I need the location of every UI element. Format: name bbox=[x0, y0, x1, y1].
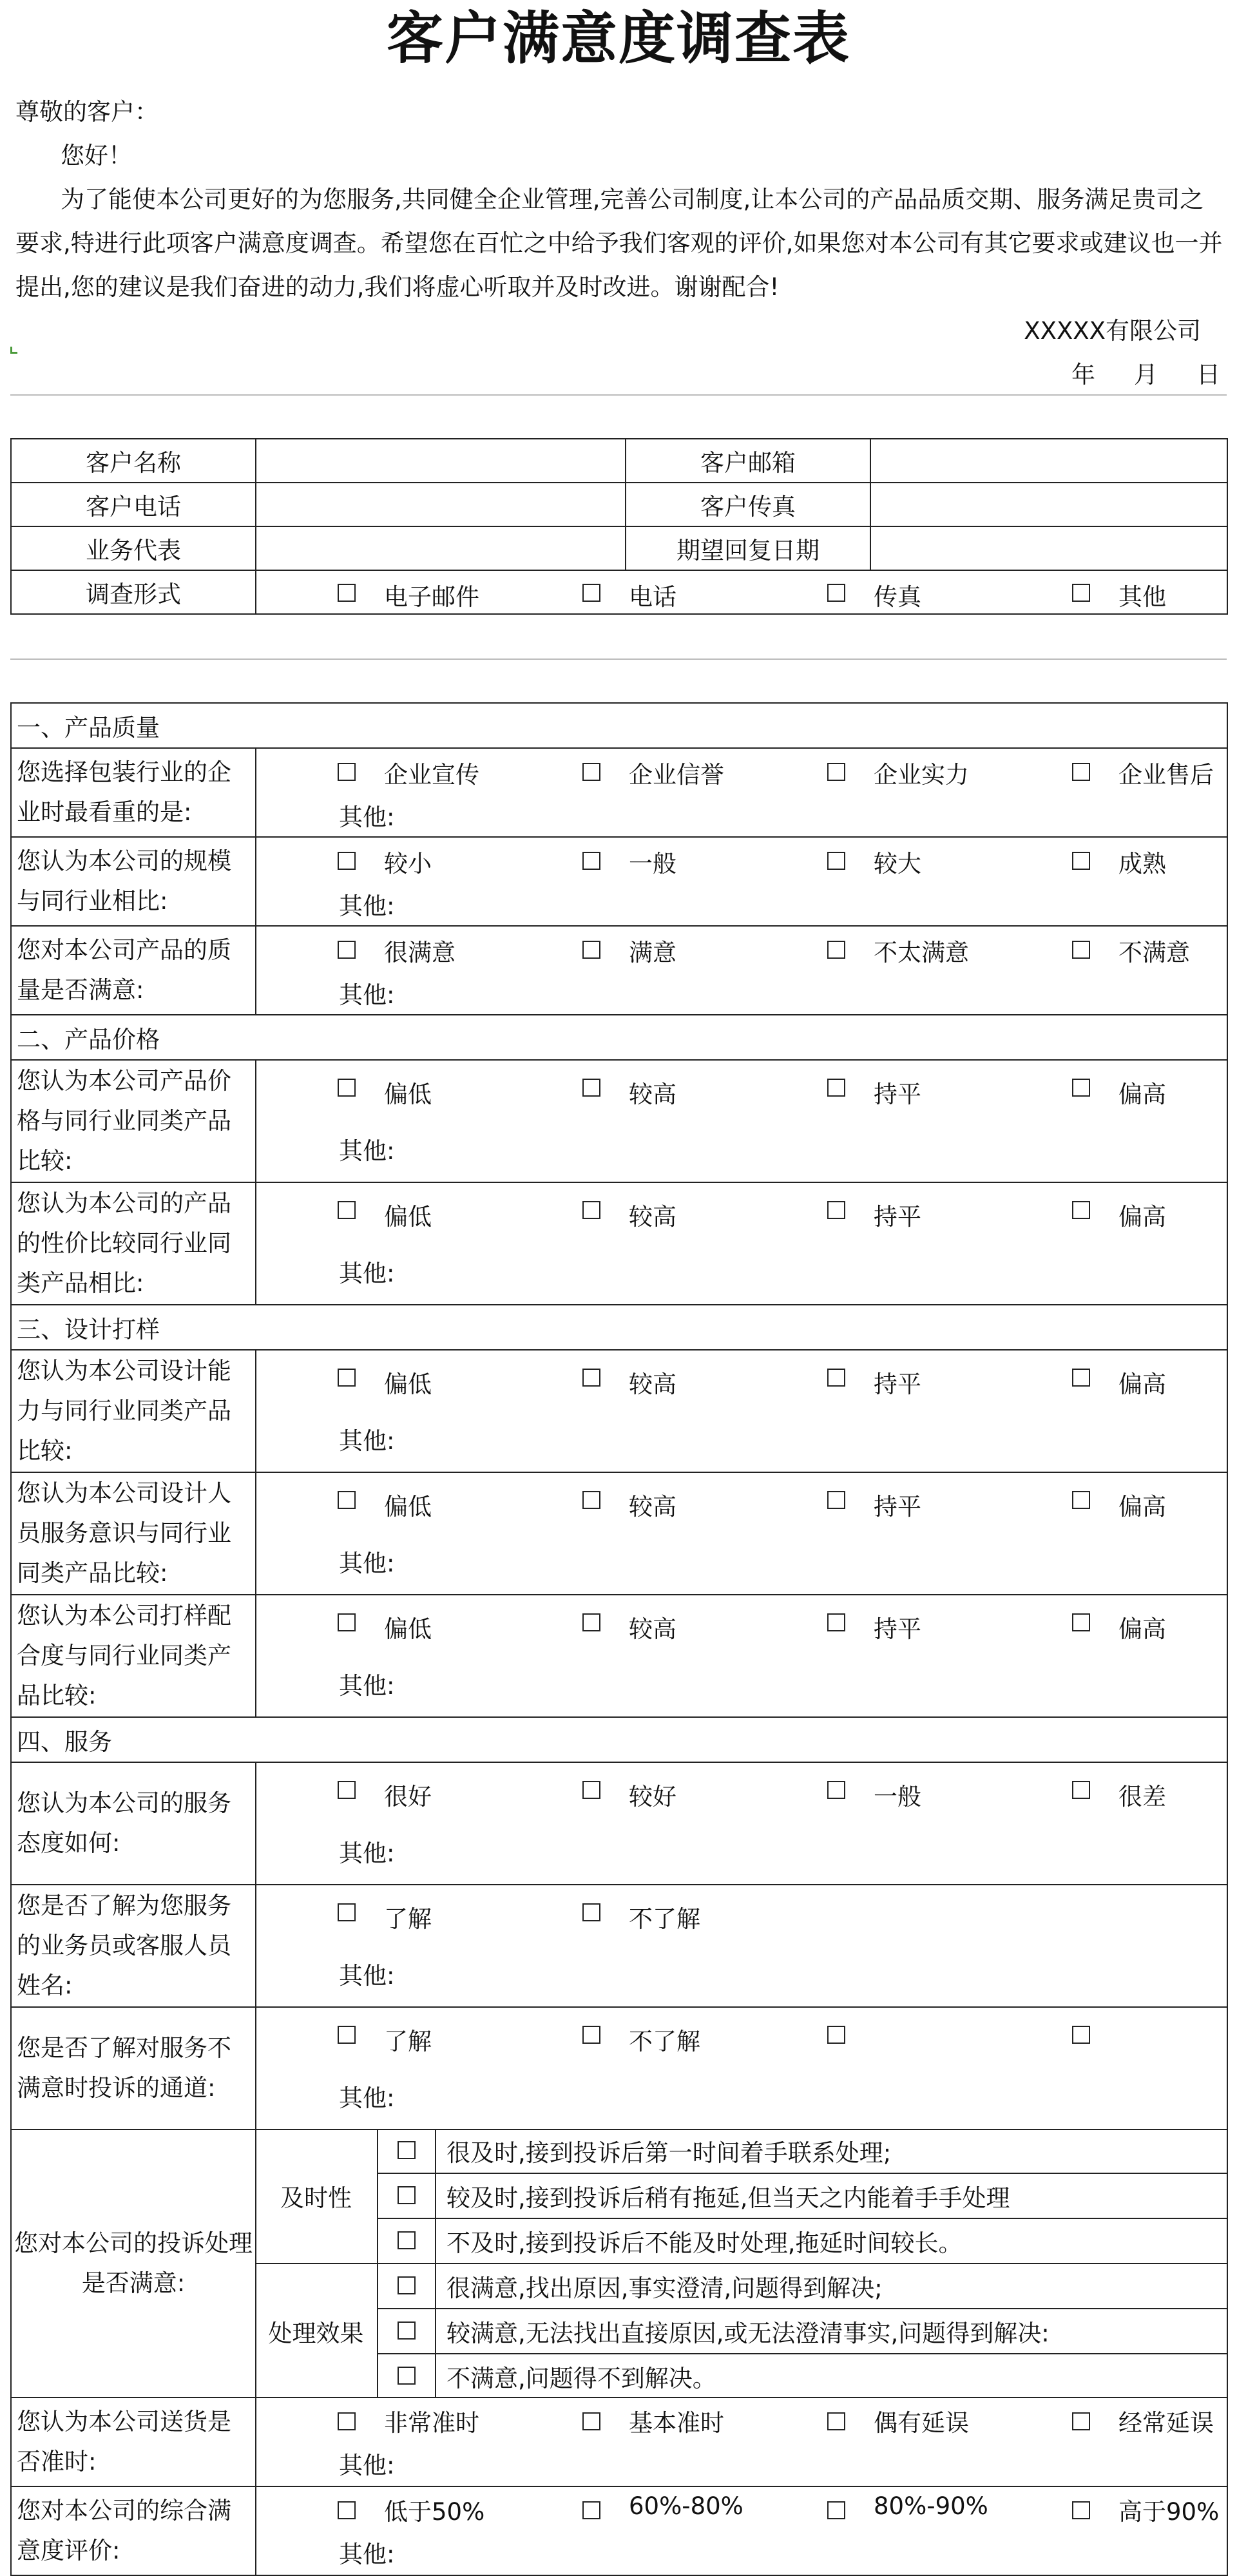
option: 很满意 bbox=[384, 939, 455, 966]
page-title: 客户满意度调查表 bbox=[386, 5, 850, 72]
effect-option: 较满意,无法找出直接原因,或无法澄清事实,问题得到解决: bbox=[436, 2309, 1227, 2354]
checkbox[interactable] bbox=[1072, 848, 1090, 876]
intro-letter bbox=[15, 90, 1227, 397]
checkbox[interactable] bbox=[827, 1075, 845, 1102]
option: 较高 bbox=[629, 1370, 676, 1398]
question-7-options bbox=[256, 1472, 1227, 1595]
checkbox[interactable] bbox=[827, 580, 845, 608]
checkbox[interactable] bbox=[338, 1197, 356, 1225]
checkbox[interactable] bbox=[338, 1777, 356, 1805]
option: 企业信誉 bbox=[629, 761, 724, 789]
other-label: 其他: bbox=[339, 2452, 395, 2479]
checkbox[interactable] bbox=[1072, 759, 1090, 787]
timeliness-option: 很及时,接到投诉后第一时间着手联系处理; bbox=[436, 2129, 1227, 2173]
option: 偏高 bbox=[1118, 1203, 1166, 1231]
complaint-subtable bbox=[255, 2129, 1227, 2398]
checkbox[interactable] bbox=[1072, 1487, 1090, 1515]
sales-rep-field[interactable] bbox=[256, 526, 626, 570]
expected-reply-field[interactable] bbox=[870, 526, 1227, 570]
option: 偏低 bbox=[384, 1493, 432, 1521]
option: 较高 bbox=[629, 1615, 676, 1643]
timeliness-label: 及时性 bbox=[255, 2129, 378, 2264]
checkbox[interactable] bbox=[338, 580, 356, 608]
option: 持平 bbox=[874, 1370, 921, 1398]
other-label: 其他: bbox=[339, 2084, 395, 2112]
option: 经常延误 bbox=[1118, 2409, 1214, 2437]
customer-name-field[interactable] bbox=[256, 439, 626, 483]
question-3-options bbox=[256, 926, 1227, 1015]
question-9-options bbox=[256, 1762, 1227, 1885]
checkbox[interactable] bbox=[338, 848, 356, 876]
option: 偏低 bbox=[384, 1370, 432, 1398]
option: 企业宣传 bbox=[384, 761, 479, 789]
intro-body: 为了能使本公司更好的为您服务,共同健全企业管理,完善公司制度,让本公司的产品品质交期、服务满足贵司之要求,特进行此项客户满意度调查。希望您在百忙之中给予我们客观的评价,如果您对本公司有其它要求或建议也一并提出,您的建议是我们奋进的动力,我们将虚心听取并及时改进。谢谢配合! bbox=[15, 186, 1223, 301]
option: 较高 bbox=[629, 1493, 676, 1521]
question-2: 您认为本公司的规模与同行业相比: bbox=[11, 837, 256, 926]
checkbox[interactable] bbox=[338, 1610, 356, 1637]
question-8: 您认为本公司打样配合度与同行业同类产品比较: bbox=[11, 1595, 256, 1717]
month-label: 月 bbox=[1134, 361, 1158, 389]
option: 偏高 bbox=[1118, 1615, 1166, 1643]
checkbox[interactable] bbox=[378, 2129, 436, 2173]
checkbox[interactable] bbox=[582, 1777, 600, 1805]
option: 很差 bbox=[1118, 1783, 1166, 1811]
question-11-options bbox=[256, 2007, 1227, 2129]
checkbox[interactable] bbox=[582, 2408, 600, 2436]
question-2-options bbox=[256, 837, 1227, 926]
checkbox[interactable] bbox=[378, 2264, 436, 2309]
checkbox[interactable] bbox=[1072, 1610, 1090, 1637]
checkbox[interactable] bbox=[338, 1487, 356, 1515]
checkbox[interactable] bbox=[1072, 1365, 1090, 1392]
checkbox[interactable] bbox=[1072, 937, 1090, 965]
question-10-options bbox=[256, 1885, 1227, 2007]
checkbox[interactable] bbox=[827, 937, 845, 965]
option: 一般 bbox=[874, 1783, 921, 1811]
question-10: 您是否了解为您服务的业务员或客服人员姓名: bbox=[11, 1885, 256, 2007]
option: 偏高 bbox=[1118, 1081, 1166, 1108]
checkbox[interactable] bbox=[582, 1197, 600, 1225]
checkbox[interactable] bbox=[582, 580, 600, 608]
checkbox[interactable] bbox=[338, 2022, 356, 2050]
checkbox[interactable] bbox=[582, 1075, 600, 1102]
checkbox[interactable] bbox=[1072, 2022, 1090, 2050]
other-label: 其他: bbox=[339, 1962, 395, 1990]
checkbox[interactable] bbox=[1072, 1777, 1090, 1805]
question-12: 您对本公司的投诉处理是否满意: bbox=[11, 2129, 256, 2398]
option: 持平 bbox=[874, 1081, 921, 1108]
survey-form-options bbox=[256, 570, 1227, 614]
other-label: 其他: bbox=[339, 1550, 395, 1577]
option: 偏高 bbox=[1118, 1370, 1166, 1398]
option: 高于90% bbox=[1118, 2498, 1220, 2526]
other-label: 其他: bbox=[339, 803, 395, 831]
checkbox[interactable] bbox=[1072, 1197, 1090, 1225]
option-other: 其他 bbox=[1118, 583, 1166, 611]
other-label: 其他: bbox=[339, 892, 395, 920]
question-4: 您认为本公司产品价格与同行业同类产品比较: bbox=[11, 1060, 256, 1182]
option: 满意 bbox=[629, 939, 676, 966]
question-9: 您认为本公司的服务态度如何: bbox=[11, 1762, 256, 1885]
option: 成熟 bbox=[1118, 850, 1166, 878]
customer-fax-field[interactable] bbox=[870, 483, 1227, 526]
section-quality: 一、产品质量 bbox=[11, 703, 1227, 748]
checkbox[interactable] bbox=[378, 2309, 436, 2354]
question-11: 您是否了解对服务不满意时投诉的通道: bbox=[11, 2007, 256, 2129]
divider bbox=[10, 658, 1227, 660]
checkbox[interactable] bbox=[582, 1899, 600, 1927]
option: 企业售后 bbox=[1118, 761, 1214, 789]
checkbox[interactable] bbox=[827, 1487, 845, 1515]
year-label: 年 bbox=[1071, 361, 1095, 389]
checkbox[interactable] bbox=[1072, 2497, 1090, 2525]
company-name: XXXXX有限公司 bbox=[1024, 317, 1201, 345]
checkbox[interactable] bbox=[378, 2218, 436, 2264]
checkbox[interactable] bbox=[338, 1899, 356, 1927]
option: 持平 bbox=[874, 1203, 921, 1231]
checkbox[interactable] bbox=[827, 848, 845, 876]
customer-fax-label: 客户传真 bbox=[626, 483, 870, 526]
question-3: 您对本公司产品的质量是否满意: bbox=[11, 926, 256, 1015]
checkbox[interactable] bbox=[582, 2497, 600, 2525]
option: 偏低 bbox=[384, 1081, 432, 1108]
checkbox[interactable] bbox=[338, 759, 356, 787]
checkbox[interactable] bbox=[827, 1777, 845, 1805]
other-label: 其他: bbox=[339, 1672, 395, 1700]
question-8-options bbox=[256, 1595, 1227, 1717]
option: 较高 bbox=[629, 1203, 676, 1231]
option: 较大 bbox=[874, 850, 921, 878]
customer-phone-label: 客户电话 bbox=[11, 483, 256, 526]
customer-name-label: 客户名称 bbox=[11, 439, 256, 483]
option: 了解 bbox=[384, 2028, 432, 2055]
option: 企业实力 bbox=[874, 761, 969, 789]
checkbox[interactable] bbox=[338, 937, 356, 965]
question-13: 您认为本公司送货是否准时: bbox=[11, 2398, 256, 2486]
checkbox[interactable] bbox=[827, 2022, 845, 2050]
question-1-options bbox=[256, 748, 1227, 837]
checkbox[interactable] bbox=[827, 1365, 845, 1392]
cell-corner-mark bbox=[10, 347, 17, 354]
checkbox[interactable] bbox=[827, 1610, 845, 1637]
checkbox[interactable] bbox=[1072, 2408, 1090, 2436]
option: 较高 bbox=[629, 1081, 676, 1108]
checkbox[interactable] bbox=[338, 2497, 356, 2525]
question-4-options bbox=[256, 1060, 1227, 1182]
checkbox[interactable] bbox=[1072, 580, 1090, 608]
question-13-options bbox=[256, 2398, 1227, 2486]
checkbox[interactable] bbox=[582, 2022, 600, 2050]
timeliness-option: 较及时,接到投诉后稍有拖延,但当天之内能着手手处理 bbox=[436, 2173, 1227, 2218]
option-phone: 电话 bbox=[629, 583, 676, 611]
timeliness-option: 不及时,接到投诉后不能及时处理,拖延时间较长。 bbox=[436, 2218, 1227, 2264]
checkbox[interactable] bbox=[338, 1365, 356, 1392]
option: 不太满意 bbox=[874, 939, 969, 966]
section-service: 四、服务 bbox=[11, 1717, 1227, 1762]
option: 很好 bbox=[384, 1783, 432, 1811]
question-6-options bbox=[256, 1350, 1227, 1472]
question-7: 您认为本公司设计人员服务意识与同行业同类产品比较: bbox=[11, 1472, 256, 1595]
question-12-options bbox=[256, 2129, 1227, 2398]
date-line bbox=[15, 353, 1227, 397]
checkbox[interactable] bbox=[1072, 1075, 1090, 1102]
checkbox[interactable] bbox=[378, 2354, 436, 2398]
day-label: 日 bbox=[1196, 361, 1220, 389]
option: 非常准时 bbox=[384, 2409, 479, 2437]
checkbox[interactable] bbox=[827, 1197, 845, 1225]
checkbox[interactable] bbox=[338, 2408, 356, 2436]
survey-form-label: 调查形式 bbox=[11, 570, 256, 614]
option: 偏低 bbox=[384, 1203, 432, 1231]
option: 偏低 bbox=[384, 1615, 432, 1643]
customer-phone-field[interactable] bbox=[256, 483, 626, 526]
section-design: 三、设计打样 bbox=[11, 1305, 1227, 1350]
option: 持平 bbox=[874, 1493, 921, 1521]
option: 基本准时 bbox=[629, 2409, 724, 2437]
question-14-options bbox=[256, 2486, 1227, 2575]
checkbox[interactable] bbox=[582, 1487, 600, 1515]
checkbox[interactable] bbox=[827, 2497, 845, 2525]
checkbox[interactable] bbox=[338, 1075, 356, 1102]
option: 80%-90% bbox=[874, 2492, 988, 2520]
other-label: 其他: bbox=[339, 1427, 395, 1455]
effect-option: 很满意,找出原因,事实澄清,问题得到解决; bbox=[436, 2264, 1227, 2309]
divider bbox=[10, 394, 1227, 396]
checkbox[interactable] bbox=[582, 1610, 600, 1637]
other-label: 其他: bbox=[339, 2541, 395, 2568]
option-fax: 传真 bbox=[874, 583, 921, 611]
other-label: 其他: bbox=[339, 1260, 395, 1287]
option: 不了解 bbox=[629, 1905, 700, 1933]
checkbox[interactable] bbox=[378, 2173, 436, 2218]
option: 60%-80% bbox=[629, 2492, 743, 2520]
section-price: 二、产品价格 bbox=[11, 1015, 1227, 1060]
option: 较小 bbox=[384, 850, 432, 878]
option: 偶有延误 bbox=[874, 2409, 969, 2437]
question-5-options bbox=[256, 1182, 1227, 1305]
checkbox[interactable] bbox=[582, 848, 600, 876]
option: 不满意 bbox=[1118, 939, 1190, 966]
survey-table bbox=[10, 702, 1228, 2576]
checkbox[interactable] bbox=[582, 937, 600, 965]
greeting: 尊敬的客户： bbox=[15, 98, 158, 126]
other-label: 其他: bbox=[339, 1840, 395, 1867]
other-label: 其他: bbox=[339, 1137, 395, 1165]
checkbox[interactable] bbox=[582, 1365, 600, 1392]
customer-email-label: 客户邮箱 bbox=[626, 439, 870, 483]
customer-email-field[interactable] bbox=[870, 439, 1227, 483]
option: 一般 bbox=[629, 850, 676, 878]
option: 偏高 bbox=[1118, 1493, 1166, 1521]
option: 了解 bbox=[384, 1905, 432, 1933]
customer-info-table bbox=[10, 438, 1228, 615]
question-5: 您认为本公司的产品的性价比较同行业同类产品相比: bbox=[11, 1182, 256, 1305]
question-14: 您对本公司的综合满意度评价: bbox=[11, 2486, 256, 2575]
checkbox[interactable] bbox=[582, 759, 600, 787]
sales-rep-label: 业务代表 bbox=[11, 526, 256, 570]
option: 较好 bbox=[629, 1783, 676, 1811]
question-1: 您选择包装行业的企业时最看重的是: bbox=[11, 748, 256, 837]
other-label: 其他: bbox=[339, 981, 395, 1009]
option-email: 电子邮件 bbox=[384, 583, 479, 611]
effect-label: 处理效果 bbox=[255, 2264, 378, 2398]
option: 不了解 bbox=[629, 2028, 700, 2055]
option: 低于50% bbox=[384, 2498, 485, 2526]
expected-reply-label: 期望回复日期 bbox=[626, 526, 870, 570]
effect-option: 不满意,问题得不到解决。 bbox=[436, 2354, 1227, 2398]
question-6: 您认为本公司设计能力与同行业同类产品比较: bbox=[11, 1350, 256, 1472]
hello: 您好！ bbox=[61, 142, 132, 169]
checkbox[interactable] bbox=[827, 2408, 845, 2436]
option: 持平 bbox=[874, 1615, 921, 1643]
checkbox[interactable] bbox=[827, 759, 845, 787]
